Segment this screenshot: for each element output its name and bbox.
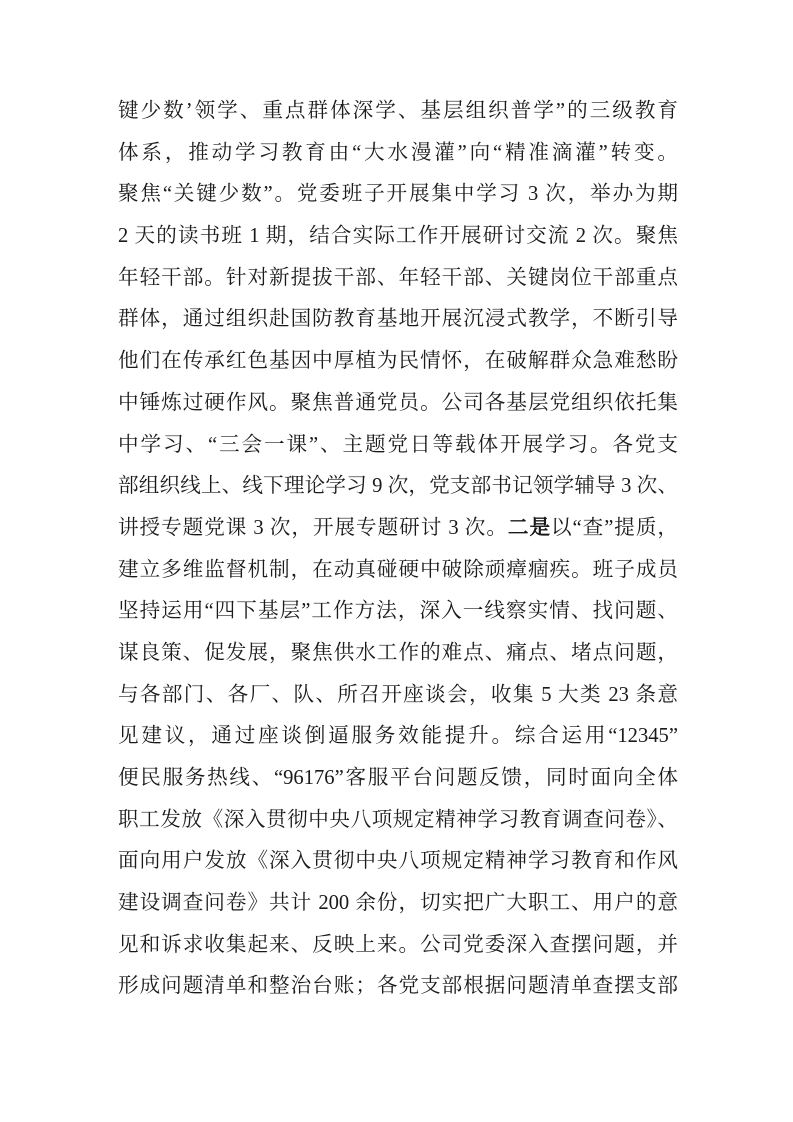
text-line: 形成问题清单和整治台账；各党支部根据问题清单查摆支部 <box>118 975 678 998</box>
text-line: 年轻干部。针对新提拔干部、年轻干部、关键岗位干部重点 <box>118 266 678 289</box>
text-line: 面向用户发放《深入贯彻中央八项规定精神学习教育和作风 <box>118 850 678 873</box>
text-line: 聚焦“关键少数”。党委班子开展集中学习 3 次，举办为期 <box>118 183 678 206</box>
text-line: 中学习、“三会一课”、主题党日等载体开展学习。各党支 <box>118 433 678 456</box>
text-line: 坚持运用“四下基层”工作方法，深入一线察实情、找问题、 <box>118 600 678 623</box>
text-line: 部组织线上、线下理论学习 9 次，党支部书记领学辅导 3 次、 <box>118 475 678 498</box>
text-line: 见建议，通过座谈倒逼服务效能提升。综合运用“12345” <box>118 725 678 748</box>
text-line: 见和诉求收集起来、反映上来。公司党委深入查摆问题，并 <box>118 933 678 956</box>
document-text-block <box>118 91 678 1008</box>
text-line: 便民服务热线、“96176”客服平台问题反馈，同时面向全体 <box>118 767 678 789</box>
text-segment: 讲授专题党课 3 次，开展专题研讨 3 次。 <box>118 516 508 539</box>
text-line: 与各部门、各厂、队、所召开座谈会，收集 5 大类 23 条意 <box>118 683 678 706</box>
text-segment: 以“查”提质， <box>551 516 679 539</box>
text-line: 群体，通过组织赴国防教育基地开展沉浸式教学，不断引导 <box>118 308 678 331</box>
text-line-with-emphasis <box>118 508 678 550</box>
text-line: 键少数’领学、重点群体深学、基层组织普学”的三级教育 <box>118 100 678 122</box>
bold-lead-in-phrase: 二是 <box>507 516 551 539</box>
text-line: 2 天的读书班 1 期，结合实际工作开展研讨交流 2 次。聚焦 <box>118 225 678 248</box>
text-line: 中锤炼过硬作风。聚焦普通党员。公司各基层党组织依托集 <box>118 391 678 414</box>
text-line: 建设调查问卷》共计 200 余份，切实把广大职工、用户的意 <box>118 892 678 915</box>
text-line: 体系，推动学习教育由“大水漫灌”向“精准滴灌”转变。 <box>118 141 678 164</box>
text-line: 职工发放《深入贯彻中央八项规定精神学习教育调查问卷》、 <box>118 808 678 831</box>
text-line: 建立多维监督机制，在动真碰硬中破除顽瘴痼疾。班子成员 <box>118 558 678 581</box>
text-line: 他们在传承红色基因中厚植为民情怀，在破解群众急难愁盼 <box>118 350 678 373</box>
text-line: 谋良策、促发展，聚焦供水工作的难点、痛点、堵点问题， <box>118 641 678 664</box>
